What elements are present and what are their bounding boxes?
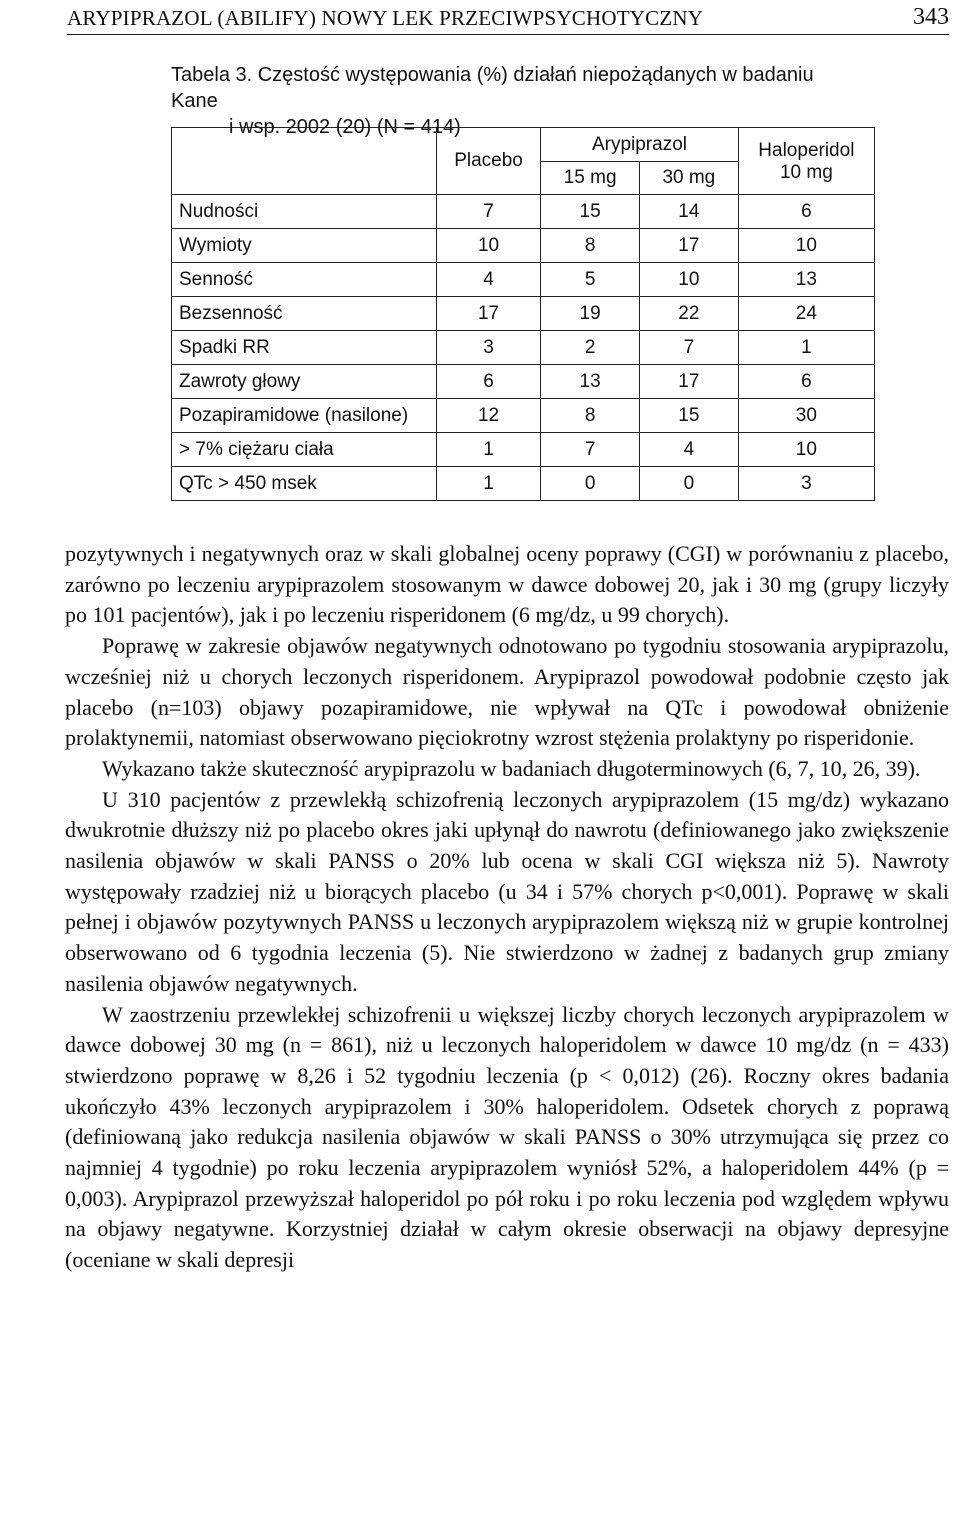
table-cell: 7 bbox=[436, 195, 540, 229]
row-label: Wymioty bbox=[172, 229, 437, 263]
row-label: Bezsenność bbox=[172, 297, 437, 331]
page-number: 343 bbox=[913, 4, 949, 30]
table-cell: 7 bbox=[541, 433, 640, 467]
row-label: Spadki RR bbox=[172, 331, 437, 365]
paragraph: U 310 pacjentów z przewlekłą schizofrenią leczonych arypiprazolem (15 mg/dz) wykazano dwukrotnie dłuższy niż po placebo okres jaki upłynął do nawrotu (definiowanego jako zwiększenie nasilenia objawów w skali PANSS o 20% lub ocena w skali CGI większa niż 5). Nawroty występowały rzadziej niż u biorących placebo (u 34 i 57% chorych p<0,001). Poprawę w skali pełnej i objawów pozytywnych PANSS u leczonych arypiprazolem większą niż w grupie kontrolnej obserwowano od 6 tygodnia leczenia (5). Nie stwierdzono w żadnej z badanych grup zmiany nasilenia objawów negatywnych. bbox=[65, 786, 949, 996]
row-label: Senność bbox=[172, 263, 437, 297]
table-cell: 24 bbox=[738, 297, 874, 331]
running-title: ARYPIPRAZOL (ABILIFY) NOWY LEK PRZECIWPSYCHOTYCZNY bbox=[67, 6, 704, 30]
running-header bbox=[67, 4, 949, 35]
row-label: QTc > 450 msek bbox=[172, 467, 437, 501]
paragraph: Poprawę w zakresie objawów negatywnych odnotowano po tygodniu stosowania arypiprazolu, wcześniej niż u chorych leczonych risperidonem. Arypiprazol powodował podobnie często jak placebo (n=103) objawy pozapiramidowe, nie wpływał na QTc i powodował obniżenie prolaktynemii, natomiast obserwowano pięciokrotny wzrost stężenia prolaktyny po risperidonie. bbox=[65, 633, 949, 751]
table-cell: 10 bbox=[436, 229, 540, 263]
table-cell: 10 bbox=[639, 263, 738, 297]
table-cell: 15 bbox=[541, 195, 640, 229]
table-cell: 10 bbox=[738, 433, 874, 467]
col-header-dose-15: 15 mg bbox=[541, 162, 640, 195]
caption-line-1: Tabela 3. Częstość występowania (%) działań niepożądanych w badaniu Kane bbox=[171, 64, 814, 112]
row-label: Zawroty głowy bbox=[172, 365, 437, 399]
adverse-events-table bbox=[171, 127, 875, 501]
table-cell: 15 bbox=[639, 399, 738, 433]
table-cell: 8 bbox=[541, 229, 640, 263]
table-cell: 5 bbox=[541, 263, 640, 297]
table-cell: 1 bbox=[436, 433, 540, 467]
table-cell: 12 bbox=[436, 399, 540, 433]
table-cell: 22 bbox=[639, 297, 738, 331]
row-label: > 7% ciężaru ciała bbox=[172, 433, 437, 467]
col-header-dose-30: 30 mg bbox=[639, 162, 738, 195]
table-cell: 17 bbox=[639, 365, 738, 399]
table-cell: 13 bbox=[738, 263, 874, 297]
paragraph: W zaostrzeniu przewlekłej schizofrenii u większej liczby chorych leczonych arypiprazolem w dawce dobowej 30 mg (n = 861), niż u leczonych haloperidolem w dawce 10 mg/dz (n = 433) stwierdzono poprawę w 8,26 i 52 tygodniu leczenia (p < 0,012) (26). Roczny okres badania ukończyło 43% leczonych arypiprazolem i 30% haloperidolem. Odsetek chorych z poprawą (definiowaną jako redukcja nasilenia objawów w skali PANSS o 30% utrzymująca się przez co najmniej 4 tygodnie) po roku leczenia arypiprazolem wyniósł 52%, a haloperidolem 44% (p = 0,003). Arypiprazol przewyższał haloperidol po pół roku i po roku leczenia pod względem wpływu na objawy negatywne. Korzystniej działał w całym okresie obserwacji na objawy depresyjne (oceniane w skali depresji bbox=[65, 1001, 949, 1273]
table-cell: 2 bbox=[541, 331, 640, 365]
paragraph: Wykazano także skuteczność arypiprazolu w badaniach długoterminowych (6, 7, 10, 26, 39). bbox=[102, 755, 921, 781]
table-cell: 13 bbox=[541, 365, 640, 399]
table-cell: 6 bbox=[738, 195, 874, 229]
table-cell: 0 bbox=[639, 467, 738, 501]
table-cell: 30 bbox=[738, 399, 874, 433]
table-cell: 17 bbox=[436, 297, 540, 331]
table-cell: 1 bbox=[738, 331, 874, 365]
table-cell: 17 bbox=[639, 229, 738, 263]
body-text bbox=[65, 539, 949, 1276]
table-cell: 19 bbox=[541, 297, 640, 331]
row-label: Nudności bbox=[172, 195, 437, 229]
table-cell: 10 bbox=[738, 229, 874, 263]
table-cell: 3 bbox=[738, 467, 874, 501]
table-cell: 1 bbox=[436, 467, 540, 501]
table-cell: 4 bbox=[436, 263, 540, 297]
paragraph: pozytywnych i negatywnych oraz w skali globalnej oceny poprawy (CGI) w porównaniu z placebo, zarówno po leczeniu arypiprazolem stosowanym w dawce dobowej 20, jak i 30 mg (grupy liczyły po 101 pacjentów), jak i po leczeniu risperidonem (6 mg/dz, u 99 chorych). bbox=[65, 541, 949, 628]
col-header-placebo: Placebo bbox=[436, 128, 540, 195]
col-header-aripiprazole: Arypiprazol bbox=[541, 128, 738, 162]
table-cell: 8 bbox=[541, 399, 640, 433]
table-cell: 7 bbox=[639, 331, 738, 365]
table-cell: 0 bbox=[541, 467, 640, 501]
col-header-dose-halo: 10 mg bbox=[738, 162, 874, 195]
table-cell: 6 bbox=[436, 365, 540, 399]
table-cell: 4 bbox=[639, 433, 738, 467]
table-corner bbox=[172, 128, 437, 195]
col-header-haloperidol: Haloperidol bbox=[738, 128, 874, 162]
row-label: Pozapiramidowe (nasilone) bbox=[172, 399, 437, 433]
caption-line-2: i wsp. 2002 (20) (N = 414) bbox=[229, 116, 461, 138]
table-cell: 3 bbox=[436, 331, 540, 365]
table-cell: 14 bbox=[639, 195, 738, 229]
table-cell: 6 bbox=[738, 365, 874, 399]
